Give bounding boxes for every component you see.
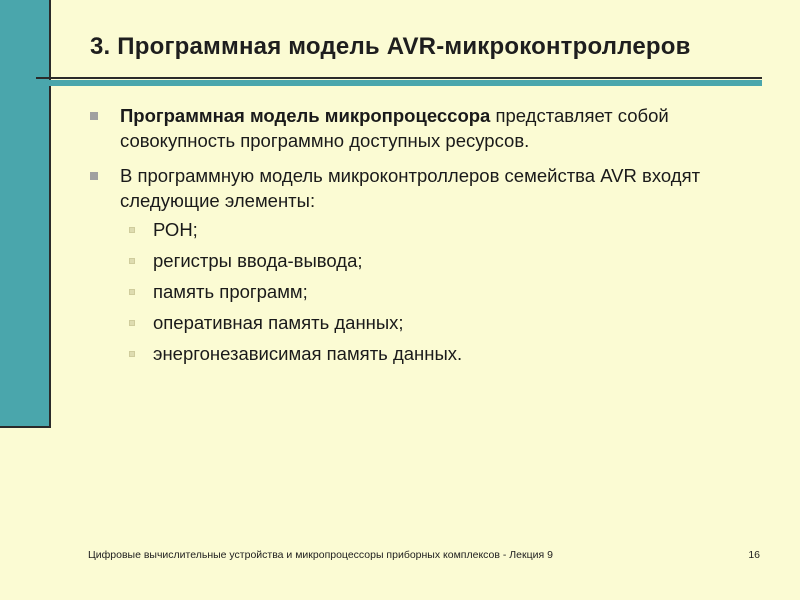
bullet-item xyxy=(87,103,767,153)
bullet-bold-text: Программная модель микропроцессора xyxy=(120,105,491,126)
bullet-text: представляет собой совокупность программно доступных ресурсов. xyxy=(120,105,669,151)
sub-list-item xyxy=(120,279,767,310)
slide-content xyxy=(87,103,767,382)
slide-title: 3. Программная модель AVR-микроконтроллеров xyxy=(90,33,691,60)
sub-item-text: память программ; xyxy=(153,281,308,302)
square-bullet-icon xyxy=(90,112,98,120)
slide-footer: Цифровые вычислительные устройства и микропроцессоры приборных комплексов - Лекция 9 xyxy=(88,549,553,561)
small-square-bullet-icon xyxy=(129,320,135,326)
small-square-bullet-icon xyxy=(129,351,135,357)
bullet-text: В программную модель микроконтроллеров семейства AVR входят следующие элементы: xyxy=(120,165,701,211)
sub-item-text: энергонезависимая память данных. xyxy=(153,343,463,364)
page-number: 16 xyxy=(748,549,760,561)
sub-list xyxy=(120,217,767,372)
small-square-bullet-icon xyxy=(129,258,135,264)
sub-item-text: оперативная память данных; xyxy=(153,312,404,333)
sub-list-item xyxy=(120,310,767,341)
sub-list-item xyxy=(120,248,767,279)
square-bullet-icon xyxy=(90,172,98,180)
sub-item-text: РОН; xyxy=(153,219,198,240)
sub-item-text: регистры ввода-вывода; xyxy=(153,250,363,271)
small-square-bullet-icon xyxy=(129,289,135,295)
sub-list-item xyxy=(120,341,767,372)
small-square-bullet-icon xyxy=(129,227,135,233)
title-accent-bar xyxy=(36,80,762,86)
sub-list-item xyxy=(120,217,767,248)
side-accent-bar xyxy=(0,0,51,428)
bullet-item xyxy=(87,163,767,372)
title-divider xyxy=(36,77,762,79)
